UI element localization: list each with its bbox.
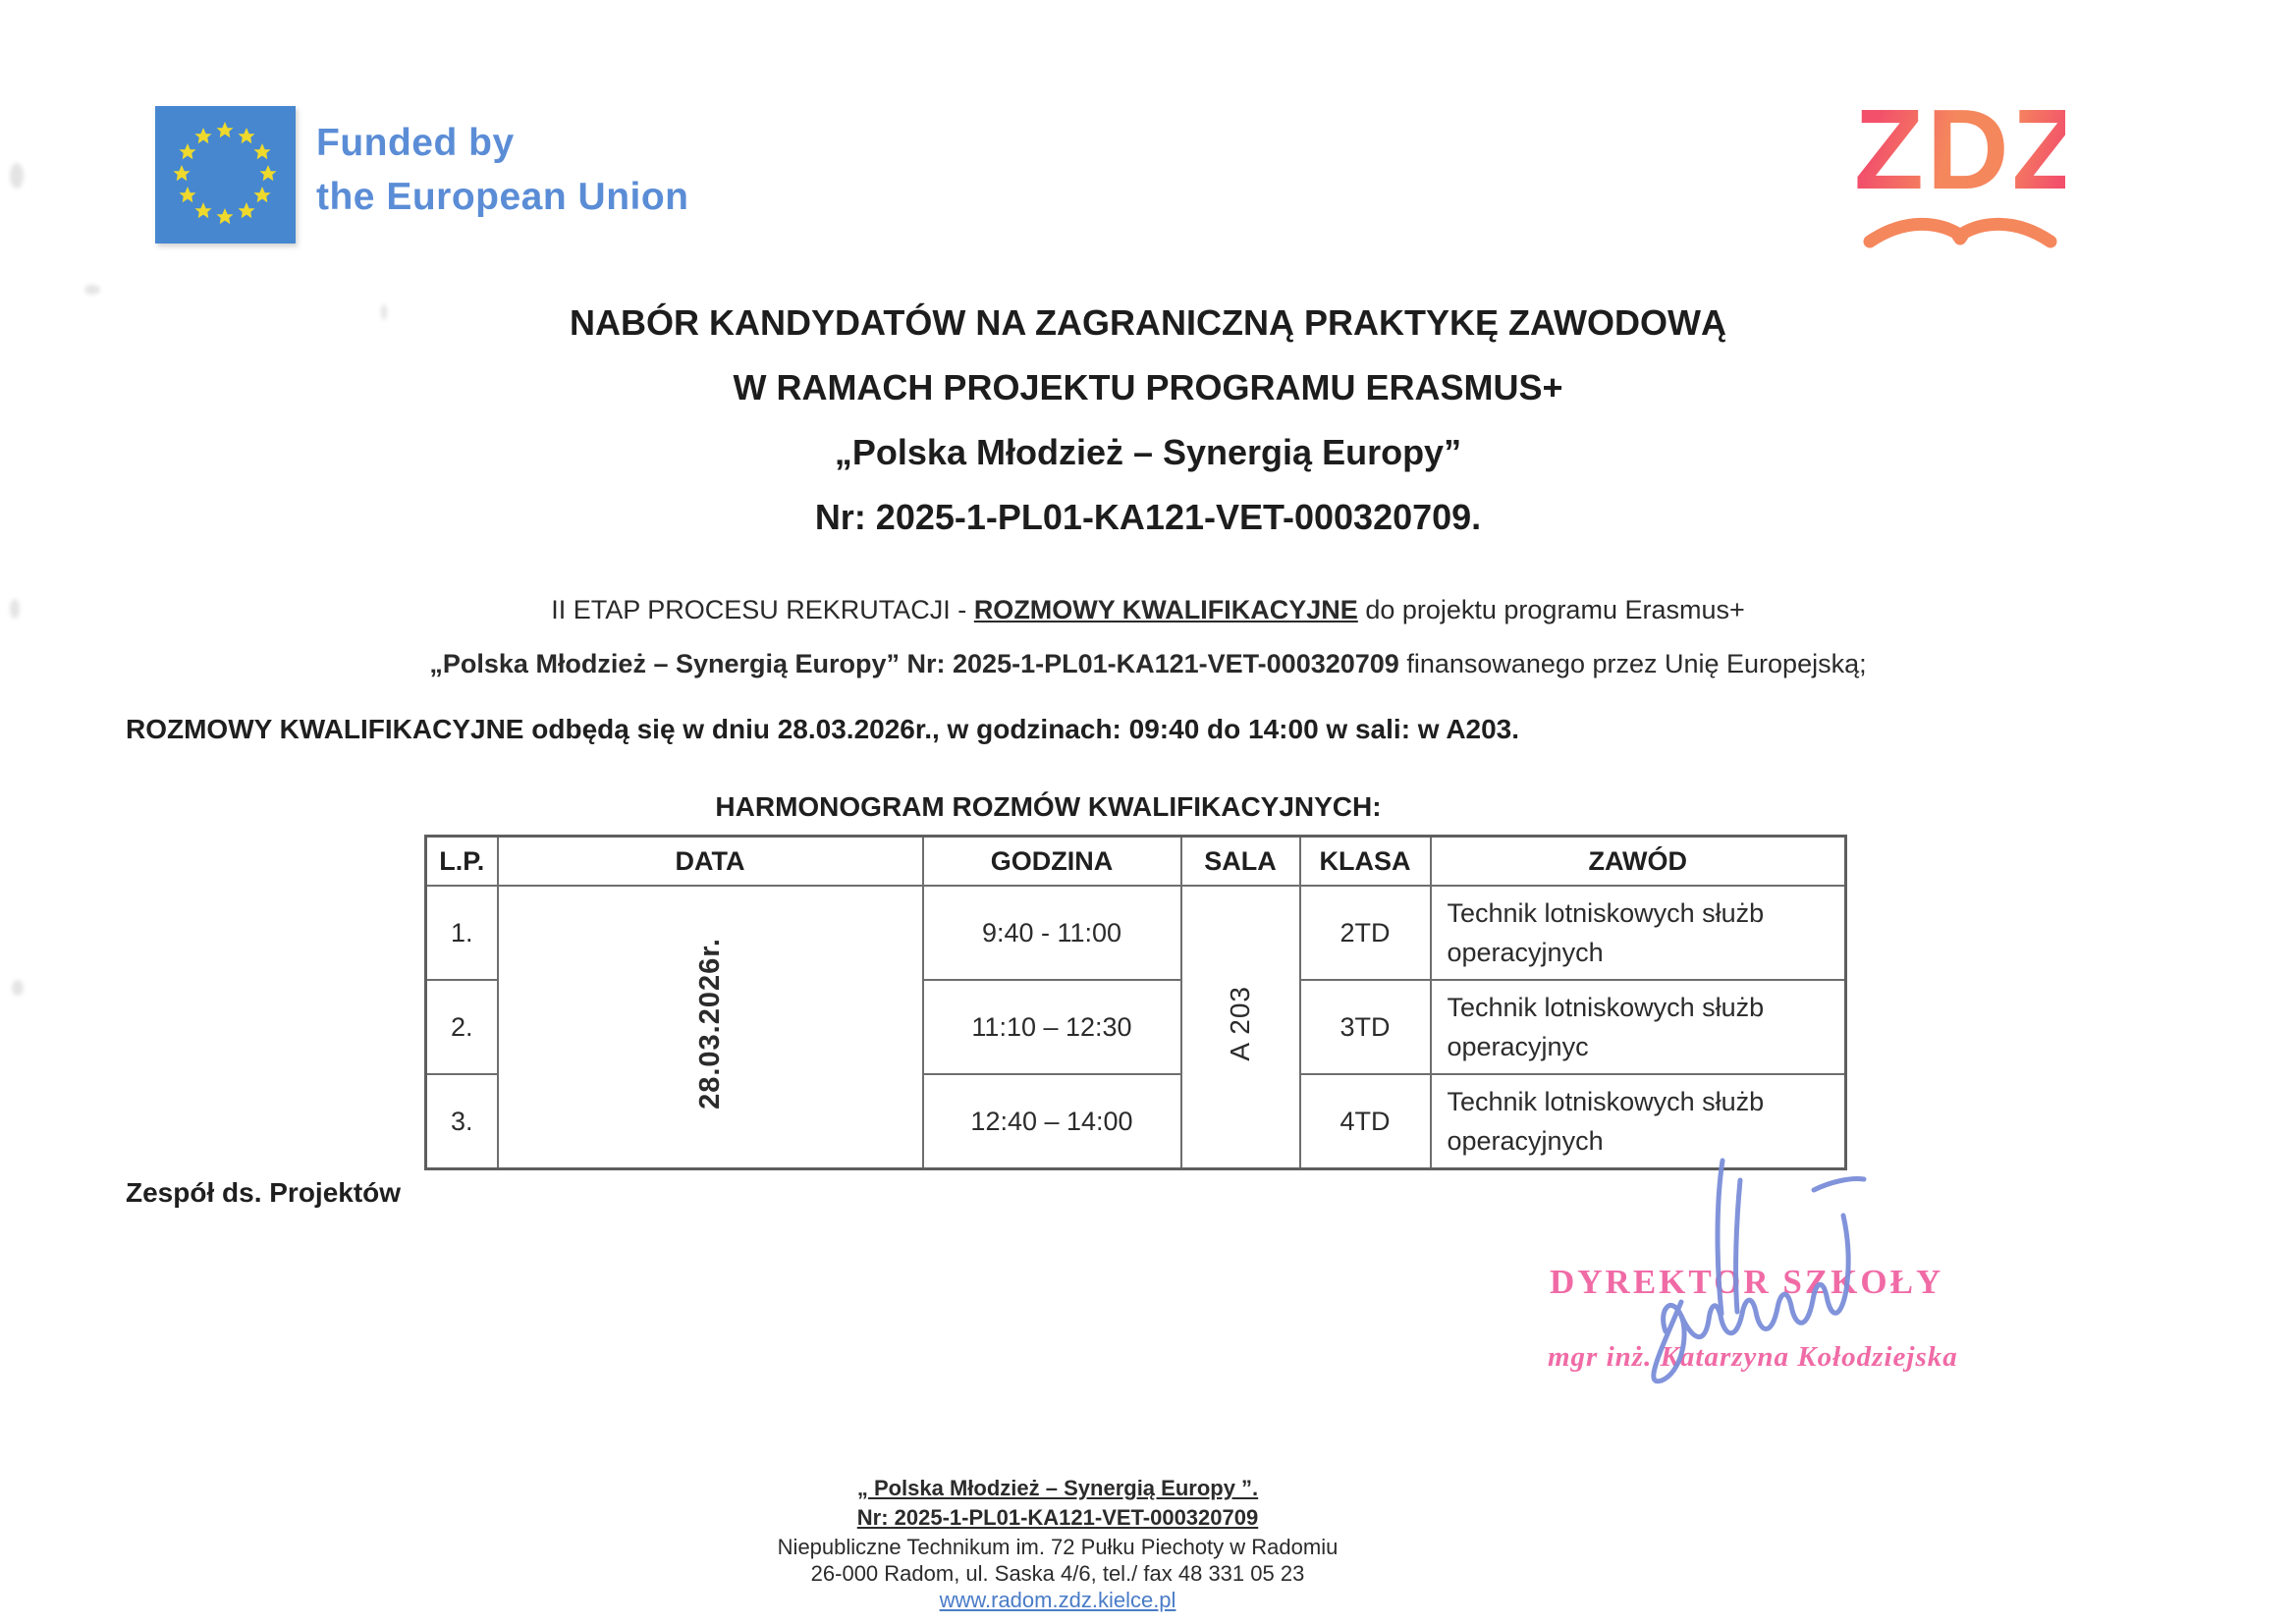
intro-line1 [0,583,2296,637]
col-header-godzina: GODZINA [923,837,1181,887]
cell-klasa-3: 4TD [1300,1074,1431,1169]
col-header-zawod: ZAWÓD [1431,837,1846,887]
scan-artifact [10,599,20,619]
intro-line1-prefix: II ETAP PROCESU REKRUTACJI - [551,595,974,624]
title-line3: „Polska Młodzież – Synergią Europy” [834,432,1462,472]
col-header-lp: L.P. [426,837,498,887]
stamp-director-title: DYREKTOR SZKOŁY [1550,1263,1944,1301]
table-row [426,886,1846,980]
cell-lp-3: 3. [426,1074,498,1169]
zdz-logo [1854,85,2085,256]
intro-line2-rest: finansowanego przez Unię Europejską; [1398,649,1867,678]
cell-zawod-3: Technik lotniskowych służb operacyjnych [1431,1074,1846,1169]
cell-klasa-2: 3TD [1300,980,1431,1074]
cell-zawod-2: Technik lotniskowych służb operacyjnyc [1431,980,1846,1074]
room-rotated-text: A 203 [1225,986,1255,1061]
intro-line1-suffix: do projektu programu Erasmus+ [1357,595,1745,624]
footer-project-name: „ Polska Młodzież – Synergią Europy ”. [856,1476,1259,1500]
footer-address: 26-000 Radom, ul. Saska 4/6, tel./ fax 48 331 05 23 [810,1561,1305,1586]
intro-line2-bold: „Polska Młodzież – Synergią Europy” Nr: 2025-1-PL01-KA121-VET-000320709 [429,649,1399,678]
scan-artifact [84,285,100,295]
title-line2: W RAMACH PROJEKTU PROGRAMU ERASMUS+ [733,367,1563,407]
eu-funding-line1: Funded by [316,122,515,164]
intro-line2 [0,637,2296,691]
eu-funding-line2: the European Union [316,176,689,218]
footer-website-link[interactable]: www.radom.zdz.kielce.pl [939,1588,1176,1612]
col-header-sala: SALA [1181,837,1300,887]
title-line1: NABÓR KANDYDATÓW NA ZAGRANICZNĄ PRAKTYKĘ ZAWODOWĄ [570,302,1726,343]
scan-artifact [12,980,24,996]
handwritten-signature [1620,1147,1905,1397]
eu-funding-label [316,116,689,224]
footer-project-number: Nr: 2025-1-PL01-KA121-VET-000320709 [856,1505,1259,1530]
title-line4: Nr: 2025-1-PL01-KA121-VET-000320709. [814,497,1482,537]
col-header-klasa: KLASA [1300,837,1431,887]
cell-date-merged [498,886,923,1169]
intro-line1-emphasis: ROZMOWY KWALIFIKACYJNE [973,595,1358,624]
scan-artifact [381,304,387,320]
cell-lp-1: 1. [426,886,498,980]
col-header-data: DATA [498,837,923,887]
interview-notice: ROZMOWY KWALIFIKACYJNE odbędą się w dniu 28.03.2026r., w godzinach: 09:40 do 14:00 w sali: w A203. [126,714,1520,744]
cell-room-merged [1181,886,1300,1169]
cell-lp-2: 2. [426,980,498,1074]
signoff-team: Zespół ds. Projektów [126,1177,402,1208]
stamp-director-name: mgr inż. Katarzyna Kołodziejska [1548,1341,1958,1373]
date-rotated-text: 28.03.2026r. [693,938,726,1110]
zdz-logo-text: ZDZ [1854,85,2085,213]
zdz-book-icon [1854,204,2065,256]
schedule-table [424,835,1847,1170]
scan-artifact [10,163,24,189]
footer-block [567,1475,1549,1613]
cell-godzina-2: 11:10 – 12:30 [923,980,1181,1074]
footer-school-name: Niepubliczne Technikum im. 72 Pułku Piechoty w Radomiu [777,1535,1339,1559]
cell-godzina-3: 12:40 – 14:00 [923,1074,1181,1169]
eu-flag-icon [155,106,296,244]
cell-zawod-1: Technik lotniskowych służb operacyjnych [1431,886,1846,980]
cell-godzina-1: 9:40 - 11:00 [923,886,1181,980]
document-title [0,291,2296,550]
table-header-row [426,837,1846,887]
intro-paragraph [0,583,2296,691]
schedule-caption: HARMONOGRAM ROZMÓW KWALIFIKACYJNYCH: [715,791,1382,822]
cell-klasa-1: 2TD [1300,886,1431,980]
